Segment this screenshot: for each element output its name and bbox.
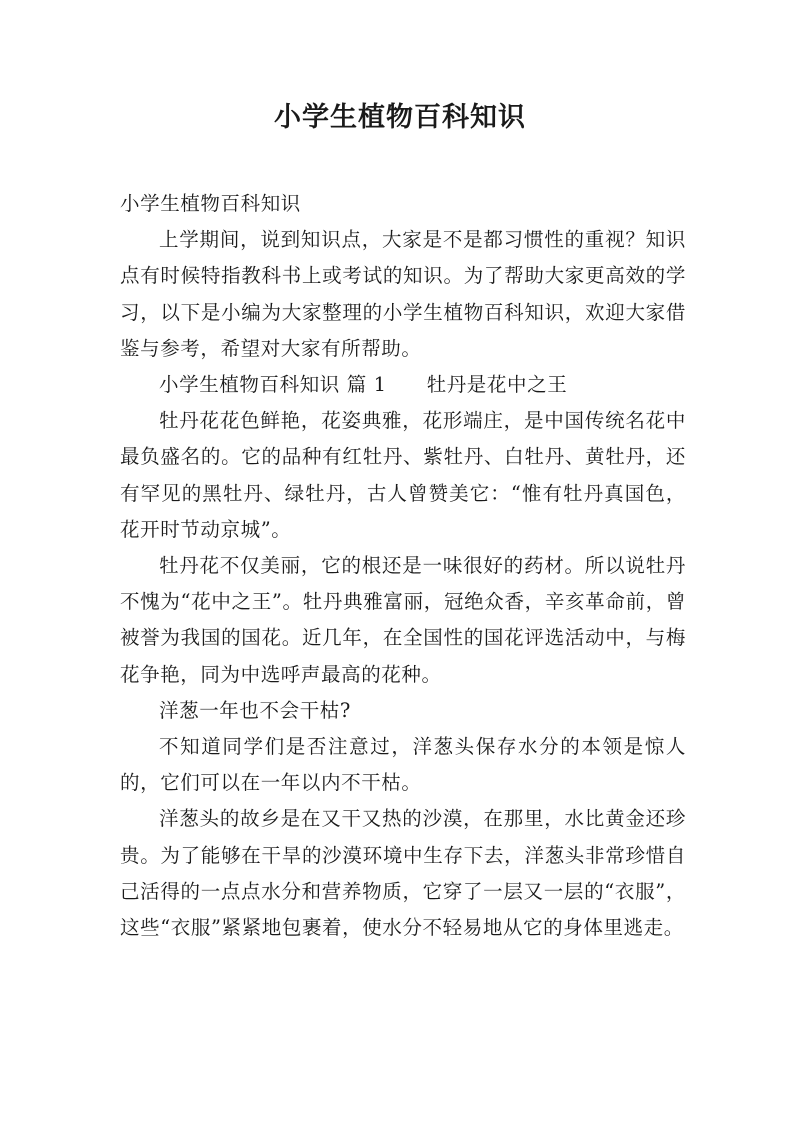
onion-paragraph-1: 不知道同学们是否注意过，洋葱头保存水分的本领是惊人的，它们可以在一年以内不干枯。	[120, 735, 686, 795]
intro-label: 小学生植物百科知识	[120, 192, 301, 215]
section-subtitle: 牡丹是花中之王	[426, 373, 568, 397]
onion-heading: 洋葱一年也不会干枯?	[159, 698, 351, 722]
peony-paragraph-1: 牡丹花花色鲜艳，花姿典雅，花形端庄，是中国传统名花中最负盛名的。它的品种有红牡丹、紫牡丹、白牡丹、黄牡丹，还有罕见的黑牡丹、绿牡丹，古人曾赞美它：“惟有牡丹真国色，花开时节动京城”。	[120, 409, 686, 541]
peony-paragraph-2: 牡丹花不仅美丽，它的根还是一味很好的药材。所以说牡丹不愧为“花中之王”。牡丹典雅富丽，冠绝众香，辛亥革命前，曾被誉为我国的国花。近几年，在全国性的国花评选活动中，与梅花争艳，同为中选呼声最高的花种。	[120, 554, 686, 686]
document-body	[120, 186, 686, 946]
section-label: 小学生植物百科知识 篇 1	[159, 373, 387, 397]
intro-paragraph: 上学期间，说到知识点，大家是不是都习惯性的重视？知识点有时候特指教科书上或考试的知识。为了帮助大家更高效的学习，以下是小编为大家整理的小学生植物百科知识，欢迎大家借鉴与参考，希望对大家有所帮助。	[120, 228, 686, 360]
page-title: 小学生植物百科知识	[274, 102, 526, 133]
onion-paragraph-2: 洋葱头的故乡是在又干又热的沙漠，在那里，水比黄金还珍贵。为了能够在干旱的沙漠环境中生存下去，洋葱头非常珍惜自己活得的一点点水分和营养物质，它穿了一层又一层的“衣服”，这些“衣服”紧紧地包裹着，使水分不轻易地从它的身体里逃走。	[120, 807, 686, 940]
section-heading	[120, 367, 686, 403]
